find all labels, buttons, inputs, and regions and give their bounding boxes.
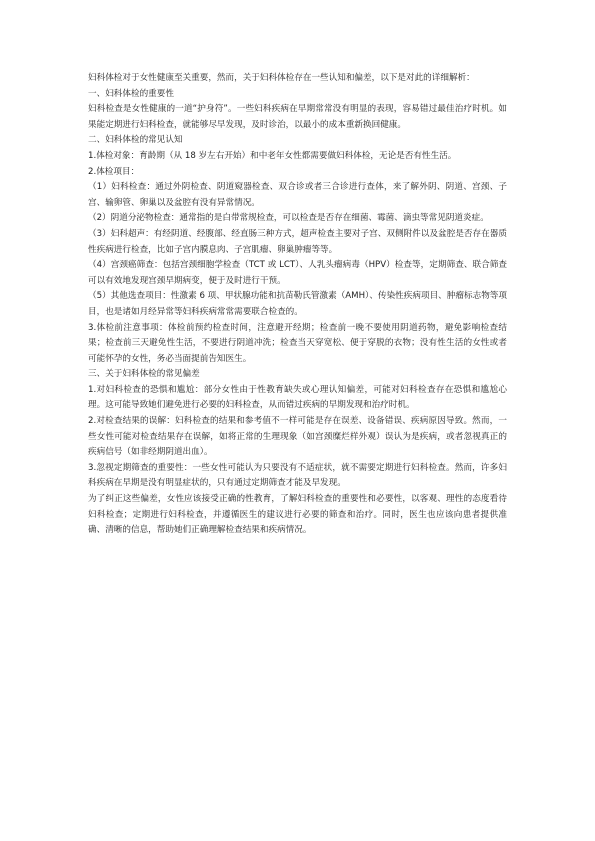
item-ultrasound: （3）妇科超声：有经阴道、经腹部、经直肠三种方式，超声检查主要对子宫、双侧附件以及盆腔是否存在器质性疾病进行检查，比如子宫内膜息肉、子宫肌瘤、卵巢肿瘤等等。 (88, 228, 507, 255)
intro-paragraph: 妇科体检对于女性健康至关重要，然而，关于妇科体检存在一些认知和偏差，以下是对此的详细解析： (88, 73, 475, 83)
conclusion-paragraph: 为了纠正这些偏差，女性应该接受正确的性教育，了解妇科检查的重要性和必要性，以客观、理性的态度看待妇科检查；定期进行妇科检查，并遵循医生的建议进行必要的筛查和治疗。同时，医生也应该向患者提供准确、清晰的信息，帮助她们正确理解检查结果和疾病情况。 (88, 494, 507, 536)
item-other: （5）其他选查项目：性激素 6 项、甲状腺功能和抗苗勒氏管激素（AMH）、传染性疾病项目、肿瘤标志物等项目，也是诸如月经异常等妇科疾病常常需要联合检查的。 (88, 291, 507, 317)
item-cervical-screening: （4）宫颈癌筛查：包括宫颈细胞学检查（TCT 或 LCT）、人乳头瘤病毒（HPV）检查等，定期筛查、联合筛查可以有效地发现宫颈早期病变，便于及时进行干预。 (88, 260, 507, 286)
importance-paragraph: 妇科检查是女性健康的一道“护身符”。一些妇科疾病在早期常常没有明显的表现，容易错过最佳治疗时机。如果能定期进行妇科检查，就能够尽早发现，及时诊治，以最小的成本重新换回健康。 (88, 104, 507, 130)
bias-neglect-paragraph: 3.忽视定期筛查的重要性：一些女性可能认为只要没有不适症状，就不需要定期进行妇科检查。然而，许多妇科疾病在早期是没有明显症状的，只有通过定期筛查才能及早发现。 (88, 462, 507, 489)
section-heading-importance: 一、妇科体检的重要性 (88, 88, 174, 99)
item-gyn-exam: （1）妇科检查：通过外阴检查、阴道窥器检查、双合诊或者三合诊进行查体，来了解外阴、阴道、宫颈、子宫、输卵管、卵巢以及盆腔有没有异常情况。 (88, 182, 507, 208)
section-heading-biases: 三、关于妇科体检的常见偏差 (88, 369, 200, 380)
item-vaginal-secretion: （2）阴道分泌物检查：通常指的是白带常规检查，可以检查是否存在细菌、霉菌、滴虫等常见阴道炎症。 (88, 213, 489, 224)
bias-misunderstanding-paragraph: 2.对检查结果的误解：妇科检查的结果和参考值不一样可能是存在误差、设备错误、疾病原因导致。然而，一些女性可能对检查结果存在误解，如将正常的生理现象（如宫颈糜烂样外观）误认为是疾病，或者忽视真正的疾病信号（如非经期阴道出血）。 (88, 416, 507, 458)
section-heading-common-knowledge: 二、妇科体检的常见认知 (88, 135, 183, 146)
bias-fear-paragraph: 1.对妇科检查的恐惧和尴尬：部分女性由于性教育缺失或心理认知偏差，可能对妇科检查存在恐惧和尴尬心理。这可能导致她们避免进行必要的妇科检查，从而错过疾病的早期发现和治疗时机。 (88, 384, 507, 411)
exam-items-heading: 2.体检项目： (88, 166, 140, 177)
exam-subject-paragraph: 1.体检对象：育龄期（从 18 岁左右开始）和中老年女性都需要做妇科体检，无论是否有性生活。 (88, 150, 457, 161)
precautions-paragraph: 3.体检前注意事项：体检前预约检查时间，注意避开经期；检查前一晚不要使用阴道药物，避免影响检查结果；检查前三天避免性生活，不要进行阴道冲洗；检查当天穿宽松、便于穿脱的衣物；没有性生活的女性或者可能怀孕的女性，务必当面提前告知医生。 (88, 322, 507, 364)
